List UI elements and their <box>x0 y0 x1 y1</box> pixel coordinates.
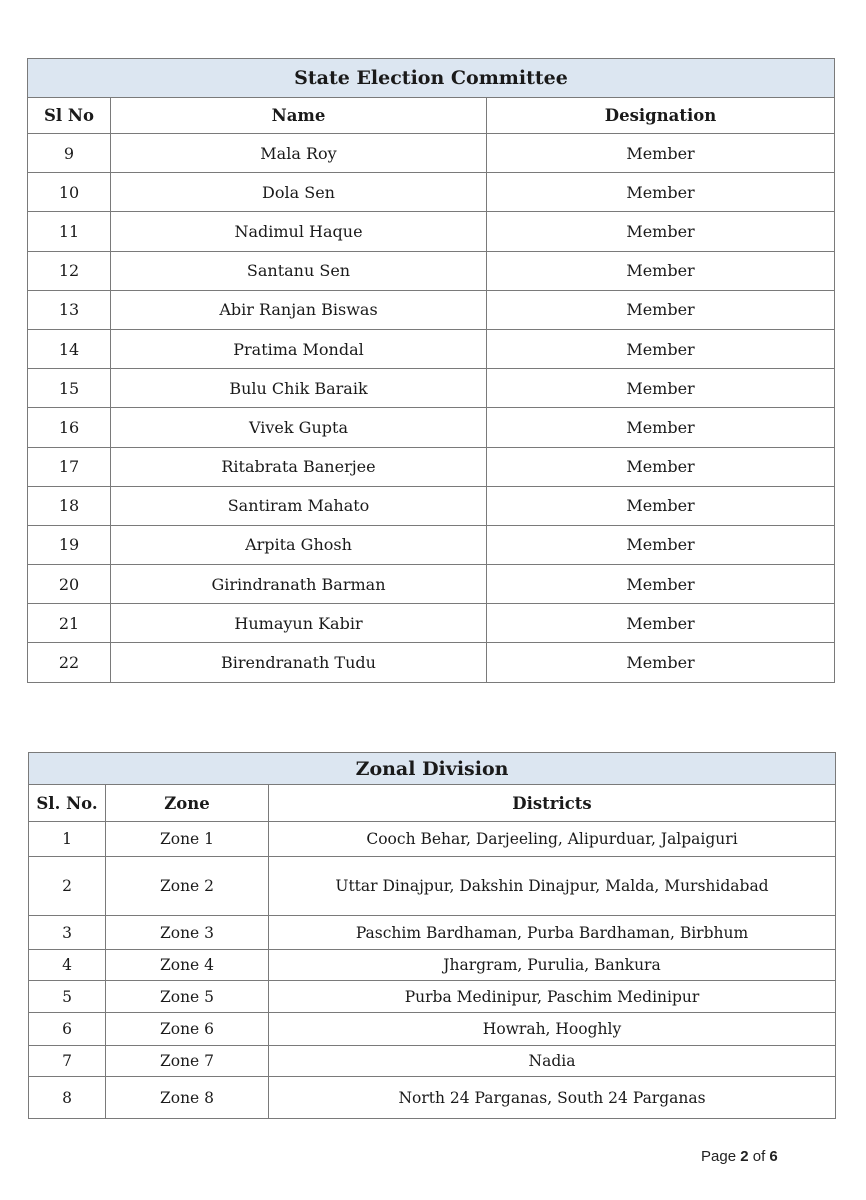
table-row <box>28 486 835 525</box>
sl-no-cell: 18 <box>28 486 111 525</box>
sl-no-cell: 16 <box>28 408 111 447</box>
designation-cell: Member <box>487 643 835 682</box>
sl-no-cell: 19 <box>28 525 111 564</box>
name-cell: Pratima Mondal <box>111 329 487 368</box>
state-election-committee-table <box>27 58 835 683</box>
sl-no-cell: 22 <box>28 643 111 682</box>
name-cell: Birendranath Tudu <box>111 643 487 682</box>
sl-no-cell: 1 <box>29 822 106 857</box>
table-row <box>28 447 835 486</box>
zonal-rows <box>29 822 836 1119</box>
committee-title: State Election Committee <box>28 59 835 98</box>
name-cell: Humayun Kabir <box>111 604 487 643</box>
designation-cell: Member <box>487 173 835 212</box>
zone-cell: Zone 7 <box>106 1046 269 1077</box>
table-row <box>28 251 835 290</box>
name-cell: Dola Sen <box>111 173 487 212</box>
designation-cell: Member <box>487 369 835 408</box>
sl-no-cell: 7 <box>29 1046 106 1077</box>
designation-cell: Member <box>487 408 835 447</box>
table-row <box>28 173 835 212</box>
designation-cell: Member <box>487 486 835 525</box>
designation-cell: Member <box>487 212 835 251</box>
sl-no-cell: 20 <box>28 565 111 604</box>
table-row <box>28 212 835 251</box>
zone-cell: Zone 5 <box>106 981 269 1013</box>
page-number <box>701 1148 778 1165</box>
zonal-header-sl-no: Sl. No. <box>29 785 106 822</box>
zone-cell: Zone 3 <box>106 916 269 950</box>
table-row <box>28 525 835 564</box>
sl-no-cell: 8 <box>29 1077 106 1119</box>
table-row <box>28 369 835 408</box>
name-cell: Arpita Ghosh <box>111 525 487 564</box>
page-prefix: Page <box>701 1148 737 1165</box>
table-row <box>29 1077 836 1119</box>
designation-cell: Member <box>487 290 835 329</box>
zone-cell: Zone 1 <box>106 822 269 857</box>
zone-cell: Zone 4 <box>106 950 269 981</box>
designation-cell: Member <box>487 251 835 290</box>
districts-cell: Cooch Behar, Darjeeling, Alipurduar, Jalpaiguri <box>269 822 836 857</box>
table-row <box>28 329 835 368</box>
page-total: 6 <box>769 1148 778 1165</box>
sl-no-cell: 4 <box>29 950 106 981</box>
committee-header-name: Name <box>111 98 487 134</box>
name-cell: Girindranath Barman <box>111 565 487 604</box>
table-row <box>28 408 835 447</box>
designation-cell: Member <box>487 134 835 173</box>
designation-cell: Member <box>487 565 835 604</box>
table-row <box>29 916 836 950</box>
sl-no-cell: 12 <box>28 251 111 290</box>
districts-cell: Nadia <box>269 1046 836 1077</box>
page-current: 2 <box>740 1148 749 1165</box>
table-row <box>29 822 836 857</box>
districts-cell: Paschim Bardhaman, Purba Bardhaman, Birbhum <box>269 916 836 950</box>
designation-cell: Member <box>487 604 835 643</box>
committee-header-designation: Designation <box>487 98 835 134</box>
name-cell: Santiram Mahato <box>111 486 487 525</box>
sl-no-cell: 13 <box>28 290 111 329</box>
districts-cell: Jhargram, Purulia, Bankura <box>269 950 836 981</box>
table-row <box>29 1046 836 1077</box>
name-cell: Santanu Sen <box>111 251 487 290</box>
sl-no-cell: 21 <box>28 604 111 643</box>
designation-cell: Member <box>487 329 835 368</box>
sl-no-cell: 17 <box>28 447 111 486</box>
table-row <box>28 134 835 173</box>
designation-cell: Member <box>487 447 835 486</box>
table-row <box>29 950 836 981</box>
districts-cell: Purba Medinipur, Paschim Medinipur <box>269 981 836 1013</box>
table-row <box>28 565 835 604</box>
zone-cell: Zone 6 <box>106 1013 269 1046</box>
sl-no-cell: 14 <box>28 329 111 368</box>
page-separator: of <box>752 1148 766 1165</box>
table-row <box>29 857 836 916</box>
zone-cell: Zone 2 <box>106 857 269 916</box>
sl-no-cell: 10 <box>28 173 111 212</box>
sl-no-cell: 11 <box>28 212 111 251</box>
zonal-title: Zonal Division <box>29 753 836 785</box>
name-cell: Nadimul Haque <box>111 212 487 251</box>
districts-cell: North 24 Parganas, South 24 Parganas <box>269 1077 836 1119</box>
zonal-header-zone: Zone <box>106 785 269 822</box>
sl-no-cell: 2 <box>29 857 106 916</box>
sl-no-cell: 6 <box>29 1013 106 1046</box>
sl-no-cell: 5 <box>29 981 106 1013</box>
table-row <box>28 643 835 682</box>
districts-cell: Howrah, Hooghly <box>269 1013 836 1046</box>
sl-no-cell: 9 <box>28 134 111 173</box>
committee-header-sl-no: Sl No <box>28 98 111 134</box>
sl-no-cell: 15 <box>28 369 111 408</box>
name-cell: Vivek Gupta <box>111 408 487 447</box>
sl-no-cell: 3 <box>29 916 106 950</box>
zonal-division-table <box>28 752 836 1119</box>
table-row <box>29 1013 836 1046</box>
name-cell: Abir Ranjan Biswas <box>111 290 487 329</box>
name-cell: Ritabrata Banerjee <box>111 447 487 486</box>
zone-cell: Zone 8 <box>106 1077 269 1119</box>
table-row <box>28 290 835 329</box>
zonal-header-districts: Districts <box>269 785 836 822</box>
designation-cell: Member <box>487 525 835 564</box>
name-cell: Mala Roy <box>111 134 487 173</box>
table-row <box>29 981 836 1013</box>
districts-cell: Uttar Dinajpur, Dakshin Dinajpur, Malda, Murshidabad <box>269 857 836 916</box>
committee-rows <box>28 134 835 683</box>
table-row <box>28 604 835 643</box>
name-cell: Bulu Chik Baraik <box>111 369 487 408</box>
